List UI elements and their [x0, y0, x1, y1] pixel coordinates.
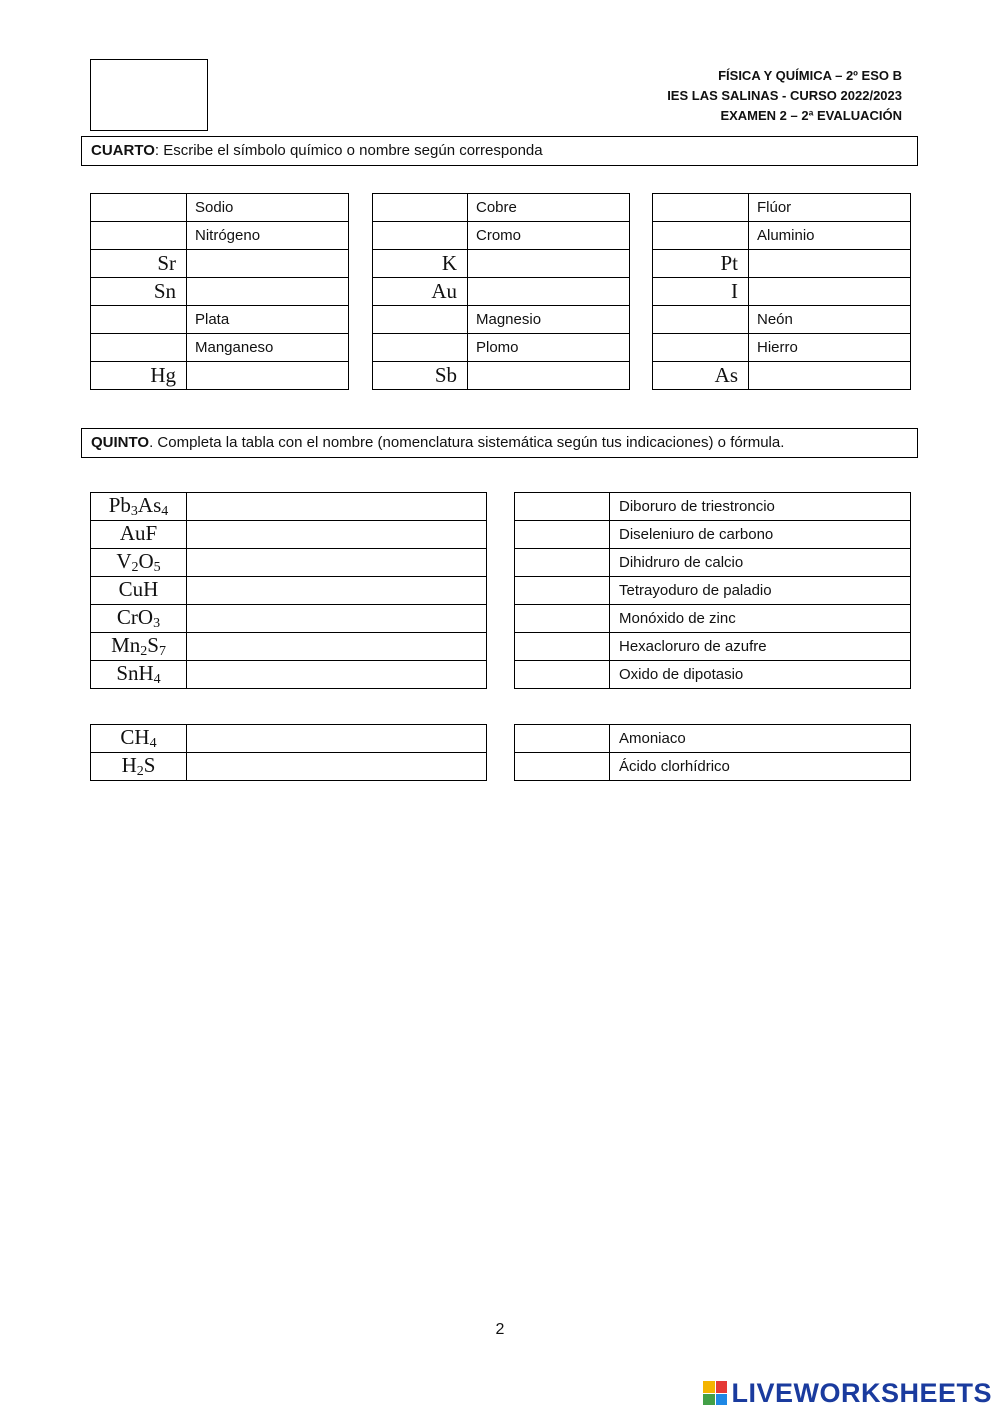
formula-row: [91, 521, 487, 549]
element-name: Plomo: [468, 334, 630, 362]
element-name: Plata: [187, 306, 349, 334]
element-name: Nitrógeno: [187, 222, 349, 250]
exam-header: [667, 66, 902, 126]
compound-row: [515, 577, 911, 605]
element-symbol: Au: [373, 278, 468, 306]
element-row: [653, 194, 911, 222]
compound-row: [515, 549, 911, 577]
element-row: [373, 222, 630, 250]
name-answer-cell[interactable]: [749, 362, 911, 390]
name-to-formula-table-2: [514, 724, 911, 781]
name-answer-cell[interactable]: [468, 362, 630, 390]
formula-answer-cell[interactable]: [515, 725, 610, 753]
chemical-formula: [91, 605, 187, 633]
formula-answer-cell[interactable]: [515, 493, 610, 521]
chemical-formula: [91, 493, 187, 521]
name-answer-cell[interactable]: [187, 362, 349, 390]
formula-subscript: 4: [161, 504, 169, 519]
formula-answer-cell[interactable]: [515, 633, 610, 661]
formula-to-name-table-2: [90, 724, 487, 781]
symbol-answer-cell[interactable]: [373, 194, 468, 222]
compound-name: Tetrayoduro de paladio: [610, 577, 911, 605]
formula-subscript: 5: [153, 560, 161, 575]
section-cuarto-instruction: : Escribe el símbolo químico o nombre según corresponda: [154, 142, 543, 159]
formula-symbol: SnH: [116, 661, 154, 685]
symbol-answer-cell[interactable]: [373, 222, 468, 250]
header-school: IES LAS SALINAS - CURSO 2022/2023: [667, 88, 902, 103]
formula-subscript: 4: [149, 736, 157, 751]
element-row: [373, 194, 630, 222]
name-answer-cell[interactable]: [187, 549, 487, 577]
element-row: [373, 250, 630, 278]
name-answer-cell[interactable]: [187, 577, 487, 605]
element-name: Cromo: [468, 222, 630, 250]
formula-subscript: 2: [140, 644, 148, 659]
name-answer-cell[interactable]: [187, 278, 349, 306]
element-row: [91, 306, 349, 334]
formula-answer-cell[interactable]: [515, 521, 610, 549]
name-to-formula-table: [514, 492, 911, 689]
compound-row: [515, 661, 911, 689]
name-answer-cell[interactable]: [187, 605, 487, 633]
name-answer-cell[interactable]: [187, 753, 487, 781]
formula-row: [91, 725, 487, 753]
logo-placeholder-box: [90, 59, 208, 131]
elements-table-3: [652, 193, 911, 390]
element-symbol: As: [653, 362, 749, 390]
symbol-answer-cell[interactable]: [653, 194, 749, 222]
formula-subscript: 7: [158, 644, 166, 659]
element-row: [373, 334, 630, 362]
section-cuarto-title: CUARTO: [91, 142, 155, 159]
chemical-formula: [91, 753, 187, 781]
chemical-formula: [91, 549, 187, 577]
formula-subscript: 4: [153, 672, 161, 687]
formula-row: [91, 577, 487, 605]
element-symbol: Sr: [91, 250, 187, 278]
compound-name: Hexacloruro de azufre: [610, 633, 911, 661]
formula-subscript: 2: [131, 560, 139, 575]
element-name: Hierro: [749, 334, 911, 362]
formula-symbol: CrO: [116, 605, 154, 629]
elements-table-1: [90, 193, 349, 390]
element-symbol: Hg: [91, 362, 187, 390]
symbol-answer-cell[interactable]: [653, 222, 749, 250]
element-row: [373, 306, 630, 334]
symbol-answer-cell[interactable]: [373, 334, 468, 362]
element-symbol: K: [373, 250, 468, 278]
formula-row: [91, 753, 487, 781]
compound-row: [515, 753, 911, 781]
symbol-answer-cell[interactable]: [91, 306, 187, 334]
name-answer-cell[interactable]: [749, 278, 911, 306]
formula-row: [91, 493, 487, 521]
element-row: [653, 362, 911, 390]
symbol-answer-cell[interactable]: [653, 334, 749, 362]
element-row: [91, 278, 349, 306]
compound-row: [515, 725, 911, 753]
formula-symbol: O: [138, 549, 154, 573]
compound-name: Dihidruro de calcio: [610, 549, 911, 577]
name-answer-cell[interactable]: [187, 493, 487, 521]
formula-to-name-table: [90, 492, 487, 689]
symbol-answer-cell[interactable]: [91, 194, 187, 222]
header-exam: EXAMEN 2 – 2ª EVALUACIÓN: [720, 108, 902, 123]
formula-symbol: S: [143, 753, 156, 777]
formula-symbol: CuH: [118, 577, 159, 601]
name-answer-cell[interactable]: [187, 725, 487, 753]
formula-row: [91, 605, 487, 633]
element-row: [91, 222, 349, 250]
name-answer-cell[interactable]: [187, 633, 487, 661]
element-symbol: Sn: [91, 278, 187, 306]
header-subject: FÍSICA Y QUÍMICA – 2º ESO B: [718, 68, 902, 83]
formula-symbol: S: [147, 633, 159, 657]
formula-answer-cell[interactable]: [515, 661, 610, 689]
chemical-formula: [91, 661, 187, 689]
name-answer-cell[interactable]: [187, 661, 487, 689]
formula-answer-cell[interactable]: [515, 577, 610, 605]
symbol-answer-cell[interactable]: [653, 306, 749, 334]
formula-symbol: H: [121, 753, 137, 777]
symbol-answer-cell[interactable]: [91, 222, 187, 250]
element-row: [373, 278, 630, 306]
element-row: [653, 334, 911, 362]
section-quinto-instruction: . Completa la tabla con el nombre (nomenclatura sistemática según tus indicaciones) o fórmula.: [149, 434, 785, 451]
formula-symbol: V: [116, 549, 132, 573]
formula-symbol: AuF: [119, 521, 158, 545]
compound-name: Diboruro de triestroncio: [610, 493, 911, 521]
name-answer-cell[interactable]: [187, 521, 487, 549]
formula-symbol: Pb: [108, 493, 131, 517]
name-answer-cell[interactable]: [468, 250, 630, 278]
section-quinto-title: QUINTO: [91, 434, 150, 451]
chemical-formula: [91, 577, 187, 605]
elements-table-2: [372, 193, 630, 390]
formula-answer-cell[interactable]: [515, 549, 610, 577]
element-name: Sodio: [187, 194, 349, 222]
element-name: Cobre: [468, 194, 630, 222]
compound-row: [515, 633, 911, 661]
compound-name: Amoniaco: [610, 725, 911, 753]
compound-row: [515, 493, 911, 521]
formula-answer-cell[interactable]: [515, 753, 610, 781]
formula-subscript: 2: [136, 764, 144, 779]
page-number: 2: [495, 1321, 505, 1338]
compound-name: Ácido clorhídrico: [610, 753, 911, 781]
formula-subscript: 3: [130, 504, 138, 519]
element-name: Flúor: [749, 194, 911, 222]
formula-answer-cell[interactable]: [515, 605, 610, 633]
formula-row: [91, 633, 487, 661]
formula-symbol: CH: [120, 725, 150, 749]
chemical-formula: [91, 521, 187, 549]
element-row: [653, 222, 911, 250]
element-name: Neón: [749, 306, 911, 334]
chemical-formula: [91, 725, 187, 753]
name-answer-cell[interactable]: [187, 250, 349, 278]
element-row: [653, 278, 911, 306]
compound-name: Monóxido de zinc: [610, 605, 911, 633]
formula-row: [91, 549, 487, 577]
liveworksheets-wordmark: LIVEWORKSHEETS: [731, 1377, 992, 1408]
symbol-answer-cell[interactable]: [373, 306, 468, 334]
compound-row: [515, 605, 911, 633]
element-name: Aluminio: [749, 222, 911, 250]
name-answer-cell[interactable]: [749, 250, 911, 278]
liveworksheets-icon: [703, 1381, 727, 1405]
element-row: [653, 306, 911, 334]
element-row: [653, 250, 911, 278]
element-row: [91, 362, 349, 390]
compound-name: Oxido de dipotasio: [610, 661, 911, 689]
formula-symbol: As: [137, 493, 162, 517]
element-symbol: Pt: [653, 250, 749, 278]
element-name: Magnesio: [468, 306, 630, 334]
formula-subscript: 3: [153, 616, 161, 631]
section-cuarto-heading: [81, 136, 918, 166]
liveworksheets-logo: [703, 1375, 992, 1411]
formula-row: [91, 661, 487, 689]
element-row: [91, 334, 349, 362]
element-name: Manganeso: [187, 334, 349, 362]
element-symbol: I: [653, 278, 749, 306]
element-symbol: Sb: [373, 362, 468, 390]
symbol-answer-cell[interactable]: [91, 334, 187, 362]
element-row: [91, 250, 349, 278]
element-row: [91, 194, 349, 222]
compound-row: [515, 521, 911, 549]
element-row: [373, 362, 630, 390]
section-quinto-heading: [81, 428, 918, 458]
compound-name: Diseleniuro de carbono: [610, 521, 911, 549]
formula-symbol: Mn: [111, 633, 141, 657]
name-answer-cell[interactable]: [468, 278, 630, 306]
chemical-formula: [91, 633, 187, 661]
